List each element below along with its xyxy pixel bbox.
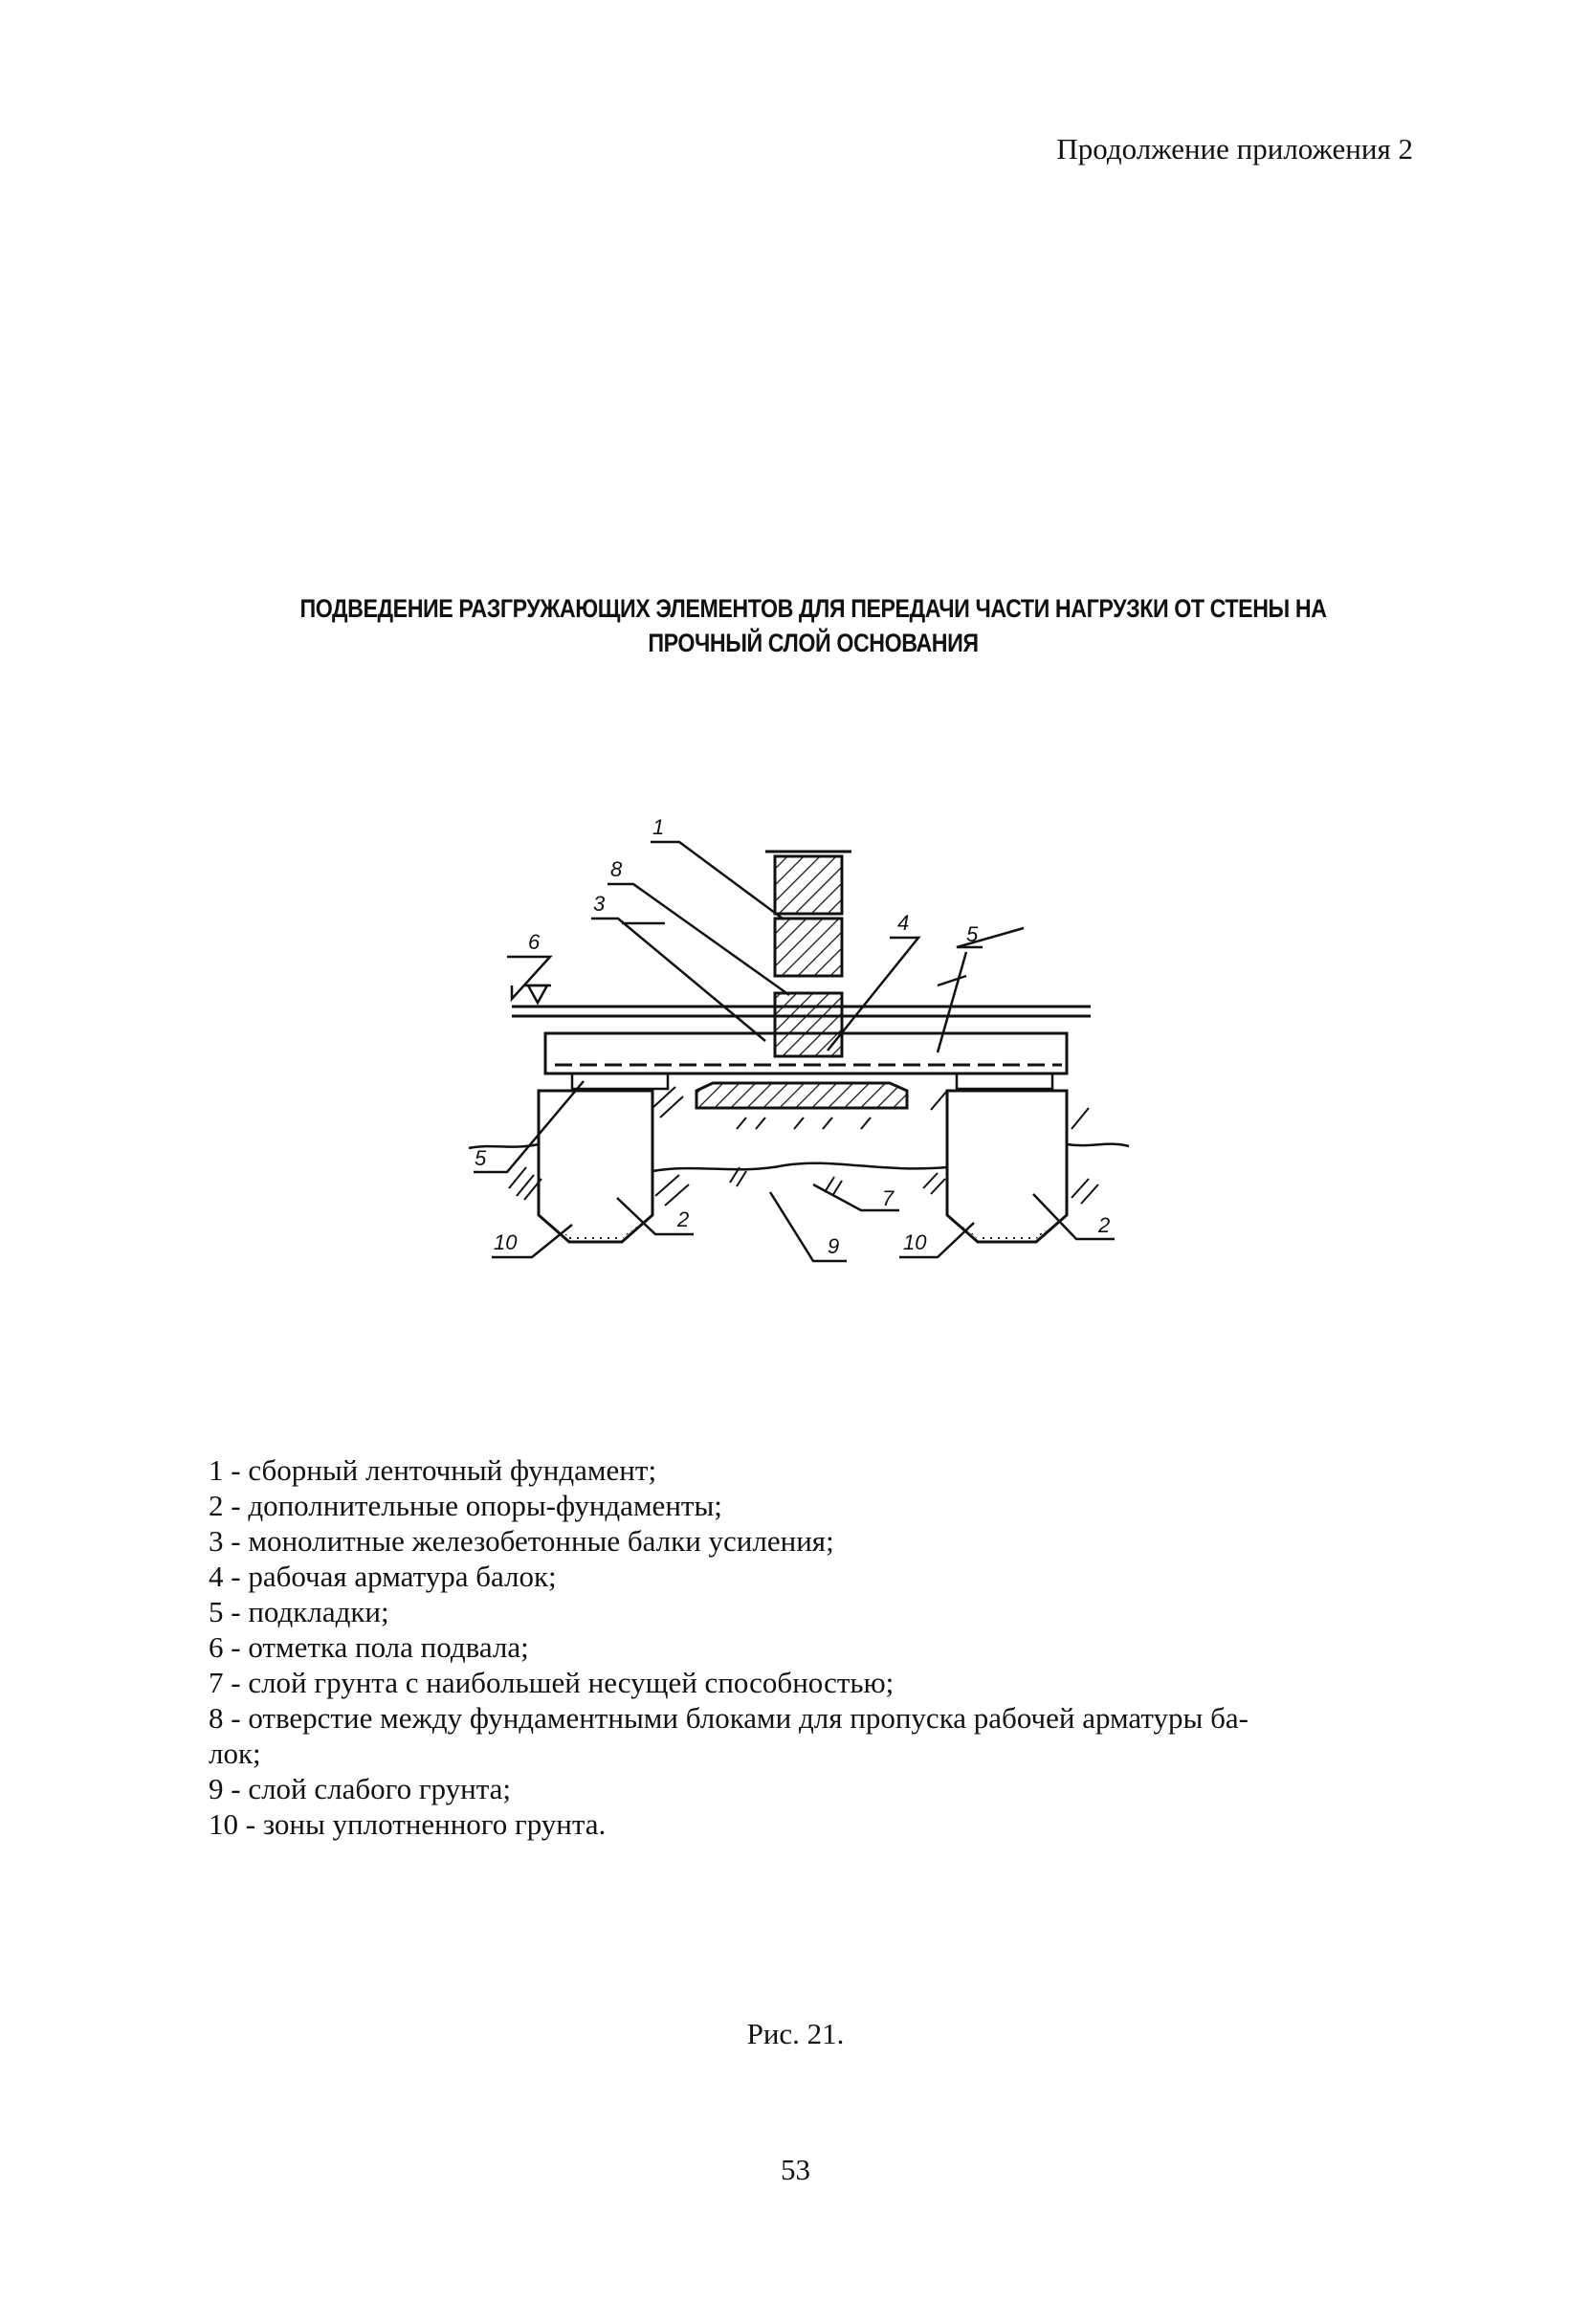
legend-item: лок; xyxy=(209,1737,261,1770)
label-10-left: 10 xyxy=(494,1230,518,1254)
label-2-right: 2 xyxy=(1098,1213,1111,1237)
title-line-2: ПРОЧНЫЙ СЛОЙ ОСНОВАНИЯ xyxy=(648,629,979,657)
label-4: 4 xyxy=(897,911,910,935)
label-3: 3 xyxy=(593,892,606,916)
foundation-diagram xyxy=(450,804,1138,1320)
foundation-blocks xyxy=(765,852,851,1056)
label-6: 6 xyxy=(528,930,541,954)
support-foundations xyxy=(539,1091,1067,1242)
label-7: 7 xyxy=(882,1186,895,1210)
label-1: 1 xyxy=(652,815,665,839)
page-title xyxy=(278,591,1348,660)
page-number: 53 xyxy=(781,2153,810,2186)
legend-item: 1 - сборный ленточный фундамент; xyxy=(209,1453,657,1487)
legend-item: 2 - дополнительные опоры-фундаменты; xyxy=(209,1489,722,1522)
label-10-right: 10 xyxy=(903,1230,927,1254)
label-5-left: 5 xyxy=(475,1146,487,1170)
appendix-header: Продолжение приложения 2 xyxy=(1056,132,1413,166)
legend-item: 6 - отметка пола подвала; xyxy=(209,1630,529,1664)
legend-item: 7 - слой грунта с наибольшей несущей способностью; xyxy=(209,1666,895,1699)
legend-item: 10 - зоны уплотненного грунта. xyxy=(209,1807,607,1841)
label-8: 8 xyxy=(610,857,623,881)
strip-footing xyxy=(696,1083,907,1108)
legend-item: 5 - подкладки; xyxy=(209,1595,389,1628)
label-2-left: 2 xyxy=(677,1207,690,1231)
legend-item: 3 - монолитные железобетонные балки усиления; xyxy=(209,1524,834,1558)
label-9: 9 xyxy=(828,1234,840,1258)
label-5-right: 5 xyxy=(966,922,979,946)
title-line-1: ПОДВЕДЕНИЕ РАЗГРУЖАЮЩИХ ЭЛЕМЕНТОВ ДЛЯ ПЕРЕДАЧИ ЧАСТИ НАГРУЗКИ ОТ СТЕНЫ НА xyxy=(299,594,1327,623)
legend-item: 8 - отверстие между фундаментными блоками для пропуска рабочей арматуры ба- xyxy=(209,1701,1248,1735)
legend-item: 9 - слой слабого грунта; xyxy=(209,1772,512,1805)
legend-item: 4 - рабочая арматура балок; xyxy=(209,1560,557,1593)
figure-legend xyxy=(209,1452,1385,1842)
figure-caption: Рис. 21. xyxy=(746,2017,845,2050)
